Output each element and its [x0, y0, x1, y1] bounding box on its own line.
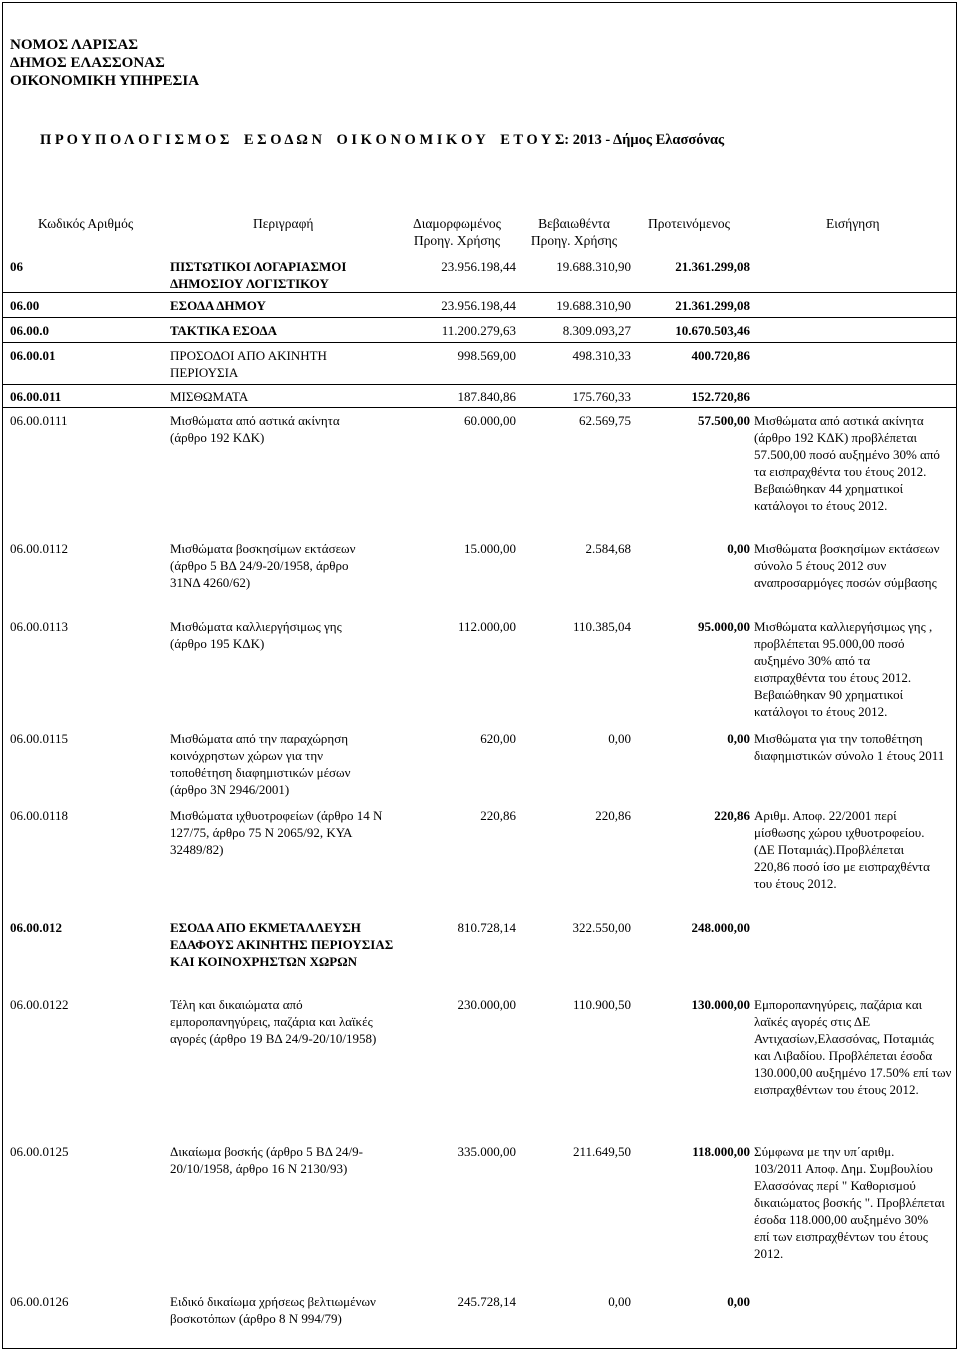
row-recommendation: Μισθώματα από αστικά ακίνητα (άρθρο 192 ΚΔΚ) προβλέπεται 57.500,00 ποσό αυξημένο 30% από τα εισπραχθέντα του έτους 2012. Βεβαιώθηκαν 44 χρηματικοί κατάλογοι το έτους 2012.	[754, 413, 940, 513]
col-header-formed-line2: Προηγ. Χρήσης	[413, 233, 501, 248]
row-formed: 335.000,00	[457, 1144, 516, 1159]
row-formed: 810.728,14	[457, 920, 516, 935]
row-description: Τέλη και δικαιώματα από εμποροπανηγύρεις, παζάρια και λαϊκές αγορές (άρθρο 19 ΒΔ 24/9-20/10/1958)	[170, 997, 377, 1046]
divider	[3, 342, 956, 343]
row-recommendation: Αριθμ. Αποφ. 22/2001 περί μίσθωσης χώρου ιχθυοτροφείου.(ΔΕ Ποταμιάς).Προβλέπεται 220,86 ποσό ίσο με εισπραχθέντα του έτους 2012.	[754, 808, 930, 891]
row-certified: 110.900,50	[572, 997, 631, 1012]
row-formed: 230.000,00	[457, 997, 516, 1012]
row-proposed: 220,86	[714, 808, 750, 823]
org-line-service: ΟΙΚΟΝΟΜΙΚΗ ΥΠΗΡΕΣΙΑ	[10, 73, 200, 89]
row-proposed: 0,00	[727, 731, 750, 746]
row-description: Μισθώματα ιχθυοτροφείων (άρθρο 14 Ν 127/75, άρθρο 75 Ν 2065/92, ΚΥΑ 32489/82)	[170, 808, 383, 857]
row-description: Ειδικό δικαίωμα χρήσεως βελτιωμένων βοσκοτόπων (άρθρο 8 Ν 994/79)	[170, 1294, 376, 1326]
row-code: 06.00.012	[10, 920, 62, 935]
document-title: Π Ρ Ο Υ Π Ο Λ Ο Γ Ι Σ Μ Ο Σ Ε Σ Ο Δ Ω Ν Ο Ι Κ Ο Ν Ο Μ Ι Κ Ο Υ Ε Τ Ο Υ Σ: 2013 - Δήμος Ελασσόνας	[40, 132, 725, 148]
row-description: ΠΙΣΤΩΤΙΚΟΙ ΛΟΓΑΡΙΑΣΜΟΙ ΔΗΜΟΣΙΟΥ ΛΟΓΙΣΤΙΚΟΥ	[170, 259, 347, 291]
col-header-formed	[396, 215, 518, 249]
row-code: 06.00.01	[10, 348, 56, 363]
row-code: 06.00.011	[10, 389, 62, 404]
row-description: ΠΡΟΣΟΔΟΙ ΑΠΟ ΑΚΙΝΗΤΗ ΠΕΡΙΟΥΣΙΑ	[170, 348, 327, 380]
divider	[3, 384, 956, 385]
row-recommendation: Σύμφωνα με την υπ΄αριθμ. 103/2011 Αποφ. Δημ. Συμβουλίου Ελασσόνας περί " Καθορισμού δικαιώματος βοσκής ". Προβλέπεται έσοδα 118.000,00 αυξημένο 30% επί των εισπραχθέντων του έτους 2012.	[754, 1144, 945, 1261]
row-code: 06.00.0111	[10, 413, 68, 428]
row-formed: 23.956.198,44	[441, 259, 516, 274]
row-code: 06.00.0	[10, 323, 49, 338]
row-formed: 220,86	[480, 808, 516, 823]
row-formed: 23.956.198,44	[441, 298, 516, 313]
row-description: Μισθώματα από την παραχώρηση κοινόχρηστων χώρων για την τοποθέτηση διαφημιστικών μέσων (άρθρο 3Ν 2946/2001)	[170, 731, 351, 797]
row-formed: 11.200.279,63	[441, 323, 516, 338]
divider	[3, 292, 956, 293]
row-code: 06.00.0118	[10, 808, 69, 823]
row-formed: 187.840,86	[457, 389, 516, 404]
row-certified: 498.310,33	[572, 348, 631, 363]
col-header-recommendation: Εισήγηση	[826, 216, 880, 231]
row-description: Μισθώματα βοσκησίμων εκτάσεων (άρθρο 5 ΒΔ 24/9-20/1958, άρθρο 31ΝΔ 4260/62)	[170, 541, 356, 590]
row-certified: 0,00	[608, 731, 631, 746]
row-code: 06.00.0126	[10, 1294, 69, 1309]
row-proposed: 10.670.503,46	[675, 323, 750, 338]
row-code: 06.00.0122	[10, 997, 69, 1012]
row-certified: 322.550,00	[572, 920, 631, 935]
col-header-proposed: Προτεινόμενος	[648, 216, 730, 231]
row-proposed: 0,00	[727, 541, 750, 556]
row-recommendation: Μισθώματα βοσκησίμων εκτάσεων σύνολο 5 έτους 2012 συν αναπροσαρμόγες ποσών σύμβασης	[754, 541, 940, 590]
org-line-prefecture: ΝΟΜΟΣ ΛΑΡΙΣΑΣ	[10, 37, 139, 53]
row-code: 06.00	[10, 298, 40, 313]
row-formed: 15.000,00	[464, 541, 516, 556]
row-description: Δικαίωμα βοσκής (άρθρο 5 ΒΔ 24/9-20/10/1958, άρθρο 16 Ν 2130/93)	[170, 1144, 363, 1176]
row-description: ΕΣΟΔΑ ΔΗΜΟΥ	[170, 298, 266, 313]
row-recommendation: Εμποροπανηγύρεις, παζάρια και λαϊκές αγορές στις ΔΕ Αντιχασίων,Ελασσόνας, Ποταμιάς και Λιβαδίου. Προβλέπεται έσοδα 130.000,00 αυξημένο 17.50% επί των εισπραχθέντων του έτους 2012.	[754, 997, 952, 1097]
row-proposed: 0,00	[727, 1294, 750, 1309]
org-line-municipality: ΔΗΜΟΣ ΕΛΑΣΣΟΝΑΣ	[10, 55, 165, 71]
row-formed: 620,00	[480, 731, 516, 746]
row-certified: 2.584,68	[585, 541, 631, 556]
row-formed: 112.000,00	[457, 619, 516, 634]
divider	[3, 317, 956, 318]
col-header-formed-line1: Διαμορφωμένος	[413, 216, 501, 231]
divider	[3, 407, 956, 408]
row-certified: 8.309.093,27	[562, 323, 631, 338]
row-certified: 175.760,33	[572, 389, 631, 404]
row-code: 06.00.0125	[10, 1144, 69, 1159]
col-header-certified-line1: Βεβαιωθέντα	[538, 216, 610, 231]
col-header-code: Κωδικός Αριθμός	[38, 216, 134, 231]
row-proposed: 118.000,00	[692, 1144, 750, 1159]
row-proposed: 248.000,00	[691, 920, 750, 935]
row-certified: 19.688.310,90	[556, 298, 631, 313]
row-formed: 245.728,14	[457, 1294, 516, 1309]
row-description: Μισθώματα από αστικά ακίνητα (άρθρο 192 ΚΔΚ)	[170, 413, 340, 445]
row-proposed: 130.000,00	[691, 997, 750, 1012]
row-description: ΤΑΚΤΙΚΑ ΕΣΟΔΑ	[170, 323, 278, 338]
row-formed: 60.000,00	[464, 413, 516, 428]
row-certified: 62.569,75	[579, 413, 631, 428]
row-formed: 998.569,00	[457, 348, 516, 363]
row-proposed: 57.500,00	[698, 413, 750, 428]
row-description: ΕΣΟΔΑ ΑΠΟ ΕΚΜΕΤΑΛΛΕΥΣΗ ΕΔΑΦΟΥΣ ΑΚΙΝΗΤΗΣ ΠΕΡΙΟΥΣΙΑΣ ΚΑΙ ΚΟΙΝΟΧΡΗΣΤΩΝ ΧΩΡΩΝ	[170, 920, 394, 969]
row-proposed: 400.720,86	[691, 348, 750, 363]
row-code: 06.00.0113	[10, 619, 69, 634]
row-code: 06	[10, 259, 23, 274]
row-description: Μισθώματα καλλιεργήσιμως γης (άρθρο 195 ΚΔΚ)	[170, 619, 342, 651]
col-header-description: Περιγραφή	[253, 216, 314, 231]
row-proposed: 152.720,86	[691, 389, 750, 404]
row-recommendation: Μισθώματα για την τοποθέτηση διαφημιστικών σύνολο 1 έτους 2011	[754, 731, 945, 763]
col-header-certified	[518, 215, 630, 249]
row-description: ΜΙΣΘΩΜΑΤΑ	[170, 389, 249, 404]
row-code: 06.00.0115	[10, 731, 69, 746]
row-certified: 110.385,04	[572, 619, 631, 634]
row-certified: 19.688.310,90	[556, 259, 631, 274]
row-proposed: 21.361.299,08	[675, 298, 750, 313]
row-proposed: 95.000,00	[698, 619, 750, 634]
row-code: 06.00.0112	[10, 541, 69, 556]
col-header-certified-line2: Προηγ. Χρήσης	[530, 233, 618, 248]
row-certified: 0,00	[608, 1294, 631, 1309]
row-certified: 211.649,50	[572, 1144, 631, 1159]
row-recommendation: Μισθώματα καλλιεργήσιμως γης , προβλέπεται 95.000,00 ποσό αυξημένο 30% από τα εισπραχθέντα του έτους 2012. Βεβαιώθηκαν 90 χρηματικοί κατάλογοι το έτους 2012.	[754, 619, 933, 719]
row-proposed: 21.361.299,08	[675, 259, 750, 274]
row-certified: 220,86	[595, 808, 631, 823]
